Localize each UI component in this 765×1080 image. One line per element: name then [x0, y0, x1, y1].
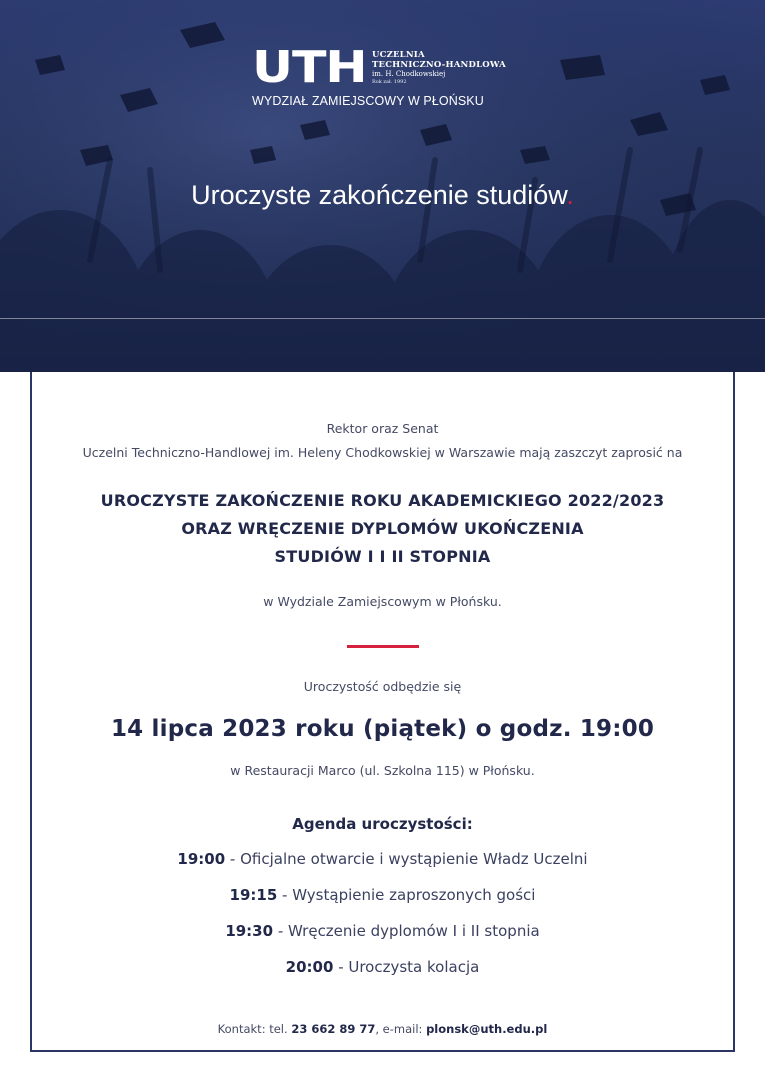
- intro-line-2: Uczelni Techniczno-Handlowej im. Heleny Chodkowskiej w Warszawie mają zaszczyt zaprosić na: [82, 445, 683, 460]
- hero-banner: [0, 0, 765, 372]
- agenda-text: - Uroczysta kolacja: [333, 958, 480, 976]
- logo-line-4: Rok zał. 1992: [372, 79, 407, 85]
- agenda-item: [0, 958, 765, 976]
- uth-logo: [252, 42, 514, 118]
- location-line: w Wydziale Zamiejscowym w Płońsku.: [263, 594, 502, 609]
- hero-title-text: Uroczyste zakończenie studiów: [191, 180, 567, 210]
- agenda-item: [0, 922, 765, 940]
- contact-line: [0, 1022, 765, 1036]
- contact-email-label: , e-mail:: [375, 1022, 427, 1036]
- logo-faculty: WYDZIAŁ ZAMIEJSCOWY W PŁOŃSKU: [252, 94, 484, 108]
- contact-phone[interactable]: 23 662 89 77: [291, 1022, 376, 1036]
- agenda-time: 19:15: [229, 886, 278, 904]
- logo-university-name: [372, 50, 506, 86]
- agenda-text: - Oficjalne otwarcie i wystąpienie Władz Uczelni: [225, 850, 588, 868]
- heading-line-3: STUDIÓW I I II STOPNIA: [274, 547, 491, 566]
- agenda-item: [0, 850, 765, 868]
- agenda-time: 20:00: [285, 958, 334, 976]
- agenda-text: - Wystąpienie zaproszonych gości: [277, 886, 536, 904]
- contact-label: Kontakt: tel.: [217, 1022, 292, 1036]
- intro-line-1: Rektor oraz Senat: [326, 421, 439, 436]
- logo-mark: UTH: [252, 42, 367, 93]
- agenda-text: - Wręczenie dyplomów I i II stopnia: [273, 922, 540, 940]
- agenda-time: 19:30: [225, 922, 274, 940]
- hero-title: [0, 180, 765, 211]
- event-date: 14 lipca 2023 roku (piątek) o godz. 19:00: [110, 716, 655, 742]
- heading-line-1: UROCZYSTE ZAKOŃCZENIE ROKU AKADEMICKIEGO 2022/2023: [100, 491, 665, 510]
- logo-line-2: TECHNICZNO-HANDLOWA: [372, 60, 506, 70]
- agenda-time: 19:00: [177, 850, 226, 868]
- logo-line-3: im. H. Chodkowskiej: [372, 70, 446, 78]
- hero-divider: [0, 318, 765, 319]
- contact-email[interactable]: plonsk@uth.edu.pl: [426, 1022, 548, 1036]
- red-divider: [347, 645, 419, 648]
- heading-line-2: ORAZ WRĘCZENIE DYPLOMÓW UKOŃCZENIA: [181, 519, 584, 538]
- hero-title-dot: .: [566, 180, 574, 210]
- main-heading: [0, 487, 765, 571]
- logo-line-1: UCZELNIA: [372, 50, 425, 60]
- event-venue: w Restauracji Marco (ul. Szkolna 115) w Płońsku.: [230, 763, 535, 778]
- agenda-title: Agenda uroczystości:: [292, 815, 473, 833]
- invitation-frame: [30, 372, 735, 1052]
- event-lead: Uroczystość odbędzie się: [303, 679, 462, 694]
- agenda-item: [0, 886, 765, 904]
